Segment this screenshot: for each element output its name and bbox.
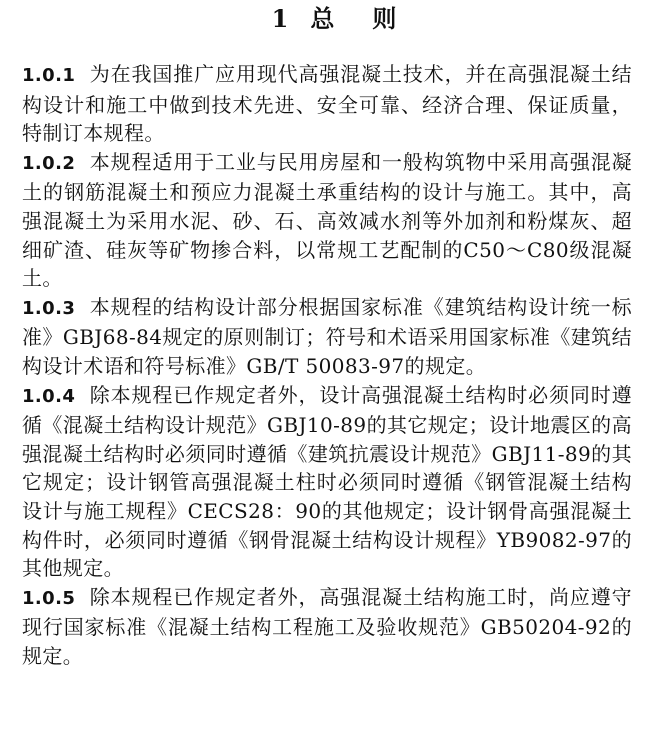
clause-number: 1.0.1 xyxy=(22,65,76,86)
clause-text: 除本规程已作规定者外，高强混凝土结构施工时，尚应遵守现行国家标准《混凝土结构工程施工及验收规范》GB50204-92的规定。 xyxy=(22,584,632,668)
clause-number: 1.0.2 xyxy=(22,152,76,174)
chapter-title-char-1: 总 xyxy=(310,4,335,33)
clause-text: 本规程适用于工业与民用房屋和一般构筑物中采用高强混凝土的钢筋混凝土和预应力混凝土承重结构的设计与施工。其中，高强混凝土为采用水泥、砂、石、高效减水剂等外加剂和粉煤灰、超细矿渣、硅灰等矿物掺合料，以常规工艺配制的C50～C80级混凝土。 xyxy=(22,149,632,291)
clause-number: 1.0.5 xyxy=(22,587,76,609)
chapter-title-char-2: 则 xyxy=(372,4,397,33)
document-body xyxy=(22,60,632,670)
chapter-number: 1 xyxy=(271,4,289,33)
chapter-title xyxy=(0,4,668,34)
clause-text: 本规程的结构设计部分根据国家标准《建筑结构设计统一标准》GBJ68-84规定的原则制订；符号和术语采用国家标准《建筑结构设计术语和符号标准》GB/T 50083-97的规定。 xyxy=(22,294,632,378)
clause-1-0-4 xyxy=(22,381,632,583)
clause-text: 为在我国推广应用现代高强混凝土技术，并在高强混凝土结构设计和施工中做到技术先进、安全可靠、经济合理、保证质量，特制订本规程。 xyxy=(22,62,632,146)
clause-1-0-3 xyxy=(22,293,632,381)
clause-1-0-1 xyxy=(22,60,632,148)
clause-number: 1.0.3 xyxy=(22,297,76,319)
clause-number: 1.0.4 xyxy=(22,385,76,407)
clause-1-0-5 xyxy=(22,583,632,671)
clause-1-0-2 xyxy=(22,148,632,293)
clause-text: 除本规程已作规定者外，设计高强混凝土结构时必须同时遵循《混凝土结构设计规范》GBJ10-89的其它规定；设计地震区的高强混凝土结构时必须同时遵循《建筑抗震设计规范》GBJ11-89的其它规定；设计钢管高强混凝土柱时必须同时遵循《钢管混凝土结构设计与施工规程》CECS28：90的其他规定；设计钢骨高强混凝土构件时，必须同时遵循《钢骨混凝土结构设计规程》YB9082-97的其他规定。 xyxy=(22,382,632,581)
